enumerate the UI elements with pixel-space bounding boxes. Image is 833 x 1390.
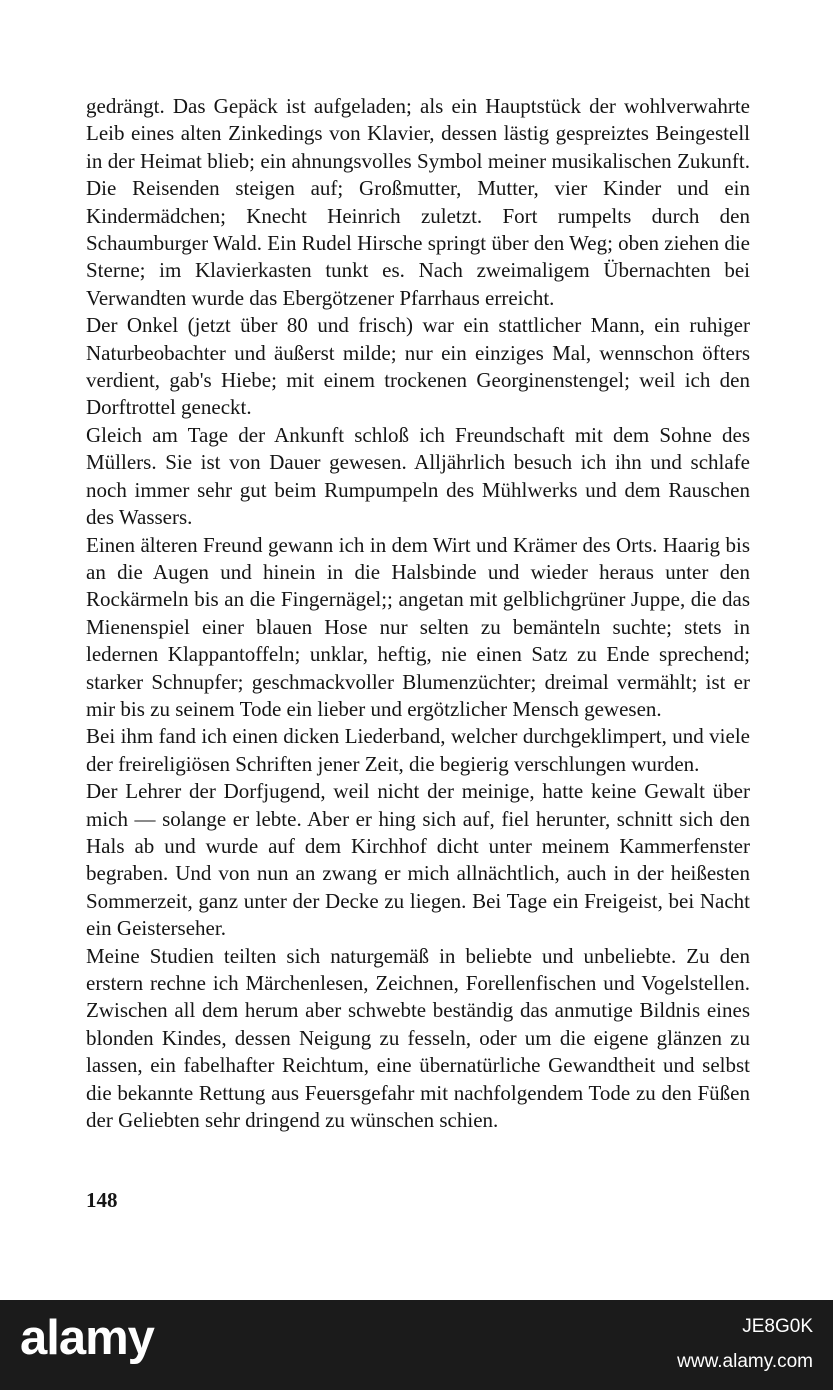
image-id: JE8G0K (742, 1316, 813, 1337)
site-url: www.alamy.com (677, 1351, 813, 1372)
watermark-footer (0, 1300, 833, 1390)
paragraph-uncle: Der Onkel (jetzt über 80 und frisch) war ein stattlicher Mann, ein ruhiger Naturbeobachter und äußerst milde; nur ein einziges Mal, wennschon öfters verdient, gab's Hiebe; mit einem trockenen Georginenstengel; weil ich den Dorftrottel geneckt. (86, 313, 750, 420)
paragraph-innkeeper: Einen älteren Freund gewann ich in dem Wirt und Krämer des Orts. Haarig bis an die Augen und hinein in die Halsbinde und wieder heraus unter den Rockärmeln bis an die Fingernägel;; angetan mit gelblichgrüner Juppe, die das Mienenspiel einer blauen Hose nur selten zu bemänteln suchte; stets in ledernen Klappantoffeln; unklar, heftig, nie einen Satz zu Ende sprechend; starker Schnupfer; geschmackvoller Blumenzüchter; dreimal vermählt; ist er mir bis zu seinem Tode ein lieber und ergötzlicher Mensch gewesen. (86, 532, 750, 721)
alamy-logo: alamy (20, 1311, 154, 1365)
paragraph-teacher: Der Lehrer der Dorfjugend, weil nicht der meinige, hatte keine Gewalt über mich — solange er lebte. Aber er hing sich auf, fiel herunter, schnitt sich den Hals ab und wurde auf dem Kirchhof dicht unter meinem Kammerfenster begraben. Und von nun an zwang er mich allnächtlich, auch in der heißesten Sommerzeit, ganz unter der Decke zu liegen. Bei Tage ein Freigeist, bei Nacht ein Geisterseher. (86, 779, 750, 941)
page-number: 148 (86, 1188, 118, 1212)
paragraph-departure: gedrängt. Das Gepäck ist aufgeladen; als ein Hauptstück der wohlverwahrte Leib eines alten Zinkedings von Klavier, dessen lästig gespreiztes Beingestell in der Heimat blieb; ein ahnungsvolles Symbol meiner musikalischen Zukunft. Die Reisenden steigen auf; Großmutter, Mutter, vier Kinder und ein Kindermädchen; Knecht Heinrich zuletzt. Fort rumpelts durch den Schaumburger Wald. Ein Rudel Hirsche springt über den Weg; oben ziehen die Sterne; im Klavierkasten tunkt es. Nach zweimaligem Übernachten bei Verwandten wurde das Ebergötzener Pfarrhaus erreicht. (86, 94, 750, 310)
paragraph-songbook: Bei ihm fand ich einen dicken Liederband, welcher durchgeklimpert, und viele der freireligiösen Schriften jener Zeit, die begierig verschlungen wurden. (86, 724, 750, 776)
paragraph-miller-son: Gleich am Tage der Ankunft schloß ich Freundschaft mit dem Sohne des Müllers. Sie ist von Dauer gewesen. Alljährlich besuch ich ihn und schlafe noch immer sehr gut beim Rumpumpeln des Mühlwerks und dem Rauschen des Wassers. (86, 422, 750, 530)
body-text (86, 93, 750, 1134)
paragraph-studies: Meine Studien teilten sich naturgemäß in beliebte und unbeliebte. Zu den erstern rechne ich Märchenlesen, Zeichnen, Forellenfischen und Vogelstellen. Zwischen all dem herum aber schwebte beständig das anmutige Bildnis eines blonden Kindes, dessen Neigung zu fesseln, oder um die eigene glänzen zu lassen, ein fabelhafter Reichtum, eine übernatürliche Gewandtheit und selbst die bekannte Rettung aus Feuersgefahr mit nachfolgendem Tode zu den Füßen der Geliebten sehr dringend zu wünschen schien. (86, 943, 750, 1133)
